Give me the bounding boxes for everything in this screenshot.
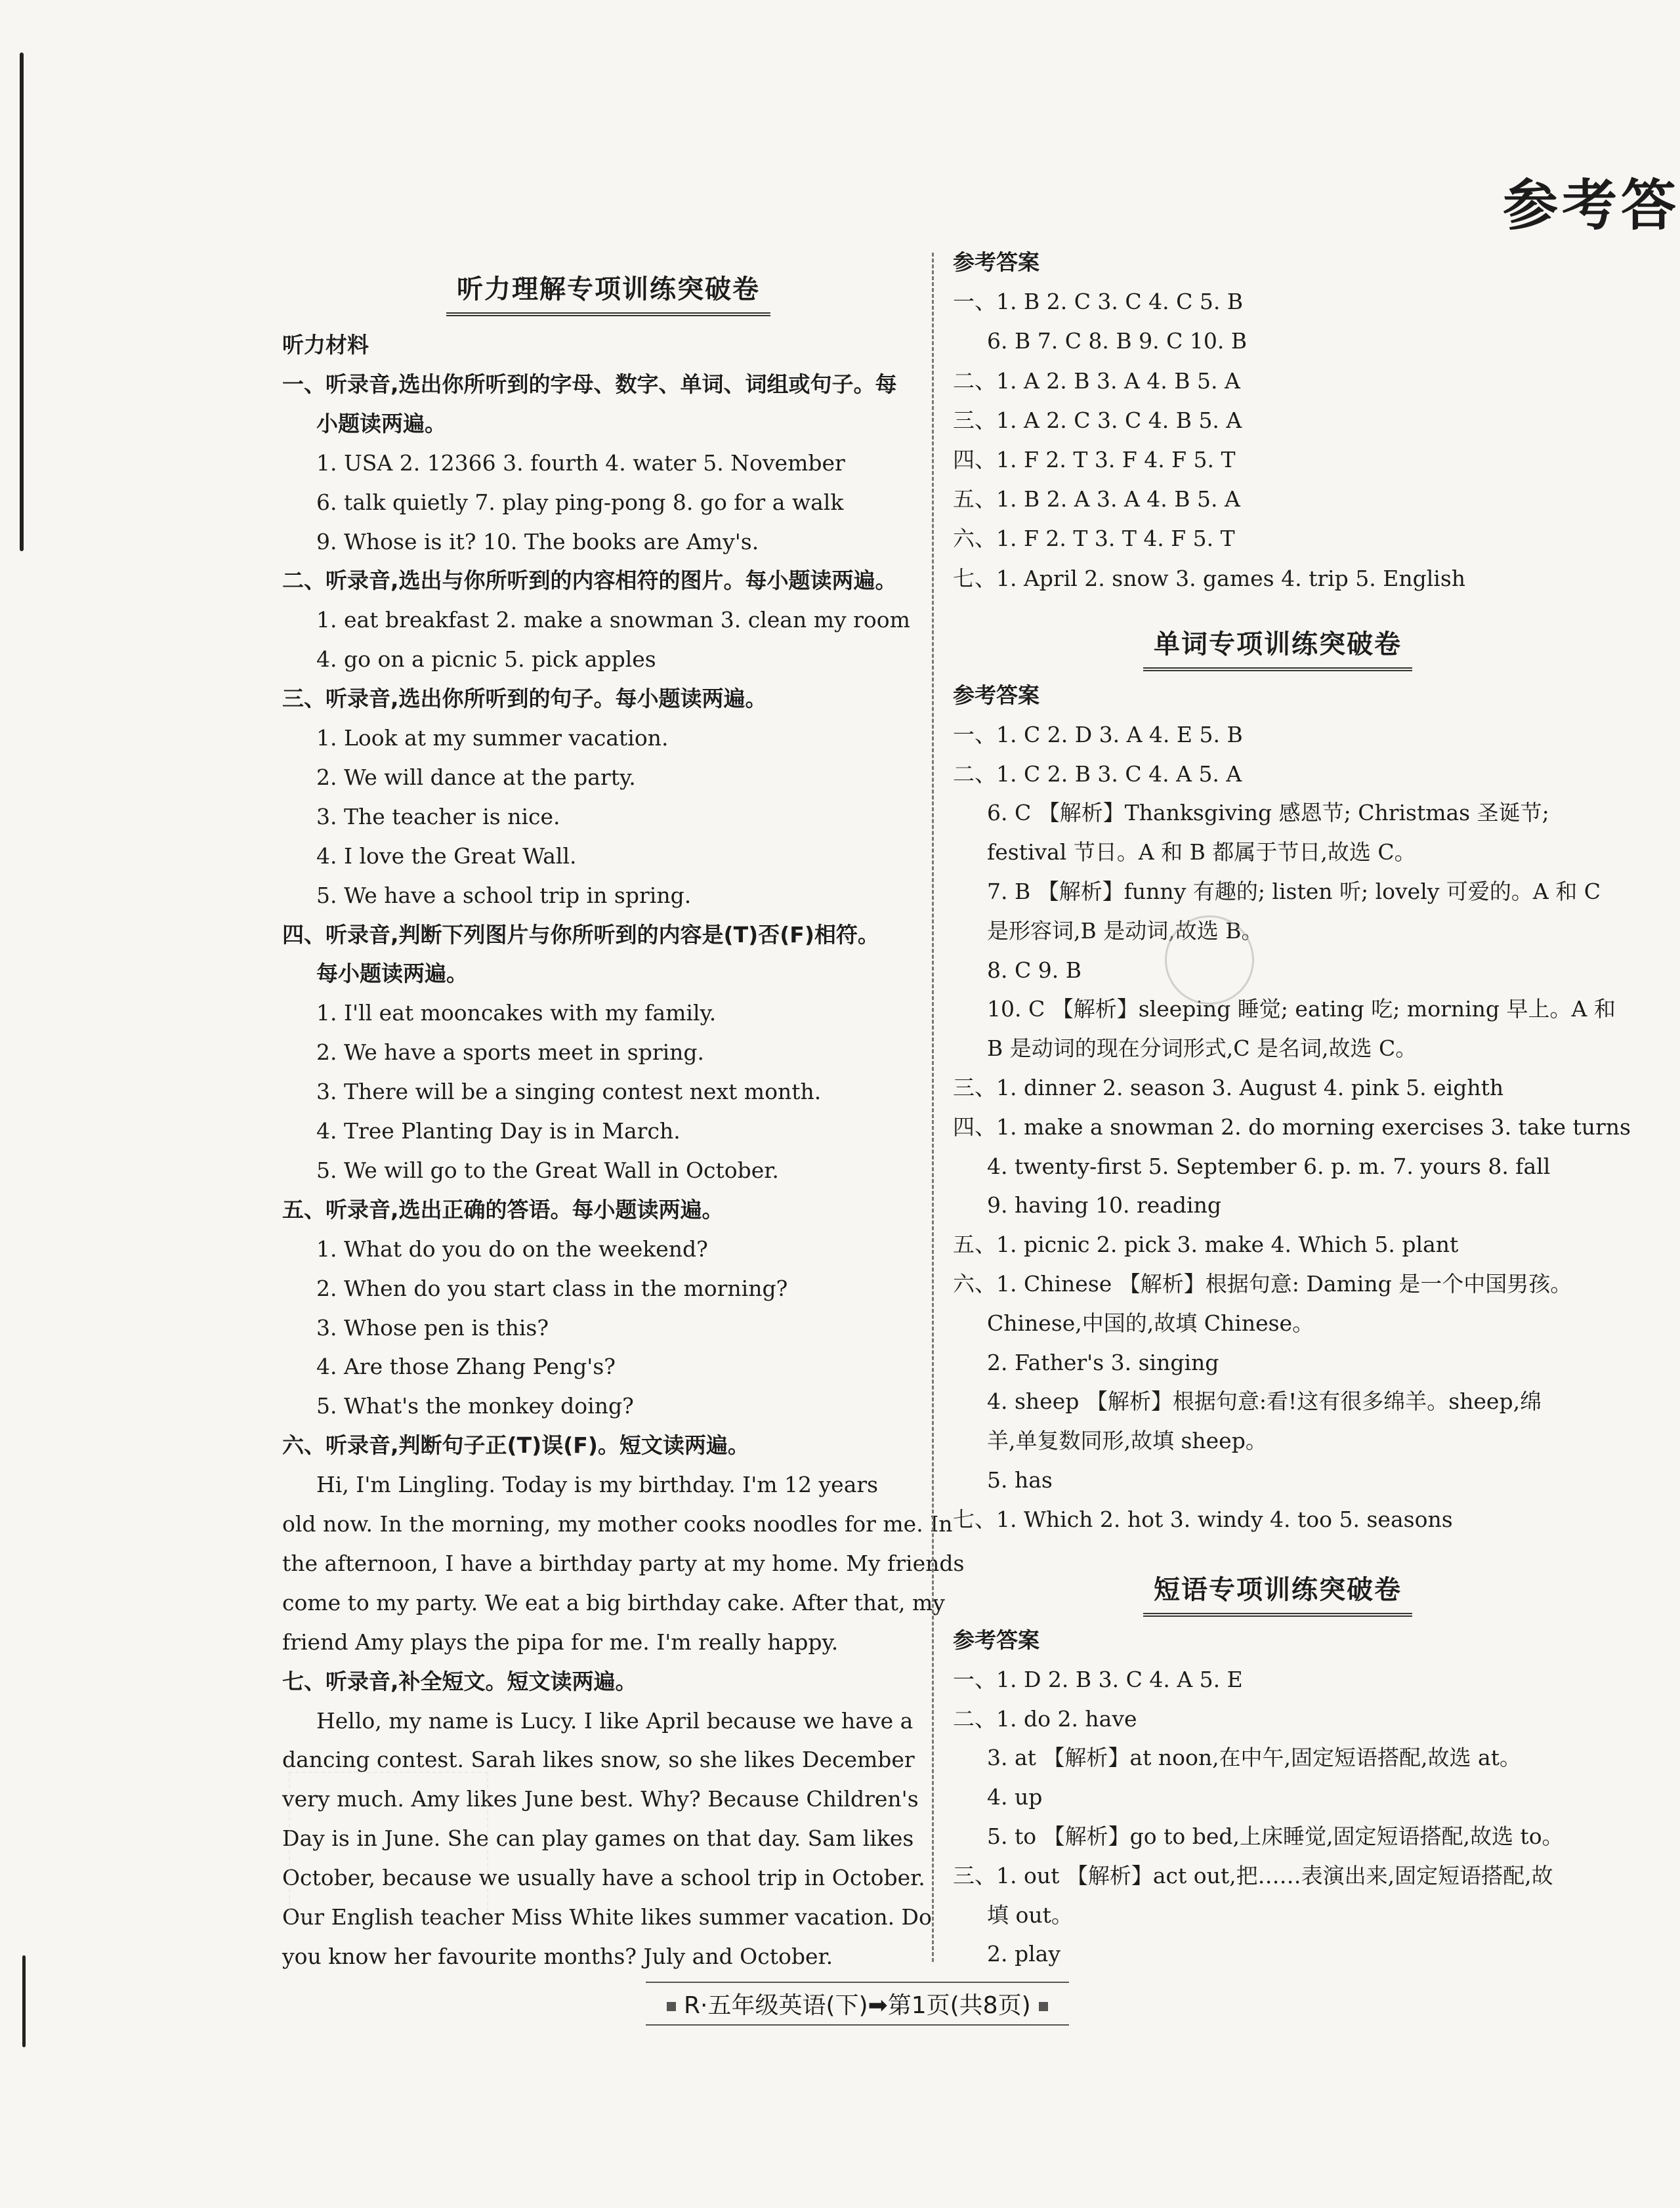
stamp-seal (1165, 915, 1254, 1005)
text-line: 一、1. D 2. B 3. C 4. A 5. E (953, 1666, 1243, 1692)
scan-edge-mark (22, 1955, 26, 2047)
text-line: 小题读两遍。 (316, 410, 446, 436)
text-line: 2. We have a sports meet in spring. (316, 1039, 705, 1066)
text-line: Hello, my name is Lucy. I like April because we have a (316, 1707, 914, 1734)
text-line: dancing contest. Sarah likes snow, so she likes December (282, 1747, 915, 1773)
text-line: 五、1. B 2. A 3. A 4. B 5. A (953, 486, 1240, 512)
text-line: 一、听录音,选出你所听到的字母、数字、单词、词组或句子。每 (282, 371, 897, 397)
text-line: 一、1. B 2. C 3. C 4. C 5. B (953, 289, 1244, 315)
text-line: October, because we usually have a school trip in October. (282, 1865, 925, 1891)
scan-edge-mark (20, 52, 24, 551)
text-line: 二、1. do 2. have (953, 1705, 1137, 1732)
text-line: 1. Look at my summer vacation. (316, 725, 669, 751)
text-line: 9. Whose is it? 10. The books are Amy's. (316, 528, 759, 554)
square-icon (1039, 2002, 1048, 2011)
square-icon (667, 2002, 676, 2011)
section-title-listening: 听力理解专项训练突破卷 (446, 266, 770, 316)
text-line: 5. What's the monkey doing? (316, 1393, 634, 1419)
text-line: 2. When do you start class in the morning? (316, 1275, 788, 1301)
text-line: 5. We will go to the Great Wall in October. (316, 1157, 779, 1183)
text-line: 6. B 7. C 8. B 9. C 10. B (987, 328, 1248, 354)
text-line: 填 out。 (987, 1902, 1073, 1928)
text-line: 六、1. F 2. T 3. T 4. F 5. T (953, 526, 1235, 552)
text-line: 3. Whose pen is this? (316, 1314, 549, 1341)
text-line: Day is in June. She can play games on that day. Sam likes (282, 1825, 914, 1852)
text-line: 羊,单复数同形,故填 sheep。 (987, 1428, 1267, 1454)
text-line: 四、1. F 2. T 3. F 4. F 5. T (953, 447, 1236, 472)
text-line: 5. has (987, 1467, 1053, 1493)
text-line: 三、听录音,选出你所听到的句子。每小题读两遍。 (282, 686, 767, 712)
section-title-phrases: 短语专项训练突破卷 (1143, 1566, 1412, 1617)
text-line: old now. In the morning, my mother cooks noodles for me. In (282, 1511, 953, 1537)
text-line: 1. eat breakfast 2. make a snowman 3. clean my room (316, 607, 910, 633)
text-line: Hi, I'm Lingling. Today is my birthday. I'm 12 years (316, 1472, 879, 1498)
page-footer (646, 1982, 1069, 2026)
text-line: 七、1. Which 2. hot 3. windy 4. too 5. seasons (953, 1506, 1453, 1532)
text-line: 二、听录音,选出与你所听到的内容相符的图片。每小题读两遍。 (282, 568, 897, 594)
text-line: 4. twenty-first 5. September 6. p. m. 7. yours 8. fall (987, 1153, 1551, 1179)
text-line: 4. go on a picnic 5. pick apples (316, 646, 656, 673)
text-line: 3. The teacher is nice. (316, 803, 560, 829)
text-line: 听力材料 (282, 332, 369, 358)
text-line: 5. to 【解析】go to bed,上床睡觉,固定短语搭配,故选 to。 (987, 1823, 1564, 1849)
text-line: 二、1. C 2. B 3. C 4. A 5. A (953, 760, 1242, 787)
text-line: very much. Amy likes June best. Why? Because Children's (282, 1786, 919, 1812)
footer-text: R·五年级英语(下)➡第1页(共8页) (684, 1992, 1031, 2019)
text-line: 2. Father's 3. singing (987, 1349, 1219, 1375)
text-line: 1. I'll eat mooncakes with my family. (316, 1000, 717, 1026)
text-line: 4. up (987, 1784, 1043, 1810)
text-line: 三、1. dinner 2. season 3. August 4. pink 5. eighth (953, 1075, 1504, 1100)
text-line: friend Amy plays the pipa for me. I'm really happy. (282, 1629, 839, 1655)
text-line: 7. B 【解析】funny 有趣的; listen 听; lovely 可爱的。A 和 C (987, 879, 1601, 904)
text-line: 5. We have a school trip in spring. (316, 882, 692, 908)
text-line: 4. Tree Planting Day is in March. (316, 1118, 681, 1144)
text-line: 每小题读两遍。 (316, 961, 468, 987)
text-line: 2. play (987, 1941, 1060, 1967)
text-line: 三、1. A 2. C 3. C 4. B 5. A (953, 407, 1242, 433)
text-line: 参考答案 (953, 249, 1040, 275)
text-line: 六、听录音,判断句子正(T)误(F)。短文读两遍。 (282, 1432, 749, 1459)
text-line: 七、1. April 2. snow 3. games 4. trip 5. English (953, 565, 1466, 591)
text-line: Chinese,中国的,故填 Chinese。 (987, 1310, 1314, 1336)
text-line: 8. C 9. B (987, 957, 1082, 983)
text-line: the afternoon, I have a birthday party at my home. My friends (282, 1550, 965, 1576)
text-line: Our English teacher Miss White likes summer vacation. Do (282, 1904, 932, 1930)
watermark (289, 1772, 488, 1919)
text-line: 是形容词,B 是动词,故选 B。 (987, 917, 1263, 944)
text-line: 五、听录音,选出正确的答语。每小题读两遍。 (282, 1196, 724, 1222)
text-line: 1. What do you do on the weekend? (316, 1236, 708, 1262)
text-line: 参考答案 (953, 682, 1040, 708)
text-line: 五、1. picnic 2. pick 3. make 4. Which 5. plant (953, 1232, 1459, 1258)
text-line: 9. having 10. reading (987, 1192, 1221, 1219)
text-line: 3. There will be a singing contest next month. (316, 1079, 822, 1105)
text-line: 二、1. A 2. B 3. A 4. B 5. A (953, 367, 1240, 394)
text-line: 四、1. make a snowman 2. do morning exercises 3. take turns (953, 1114, 1631, 1140)
text-line: festival 节日。A 和 B 都属于节日,故选 C。 (987, 839, 1416, 865)
text-line: 七、听录音,补全短文。短文读两遍。 (282, 1668, 637, 1694)
text-line: 1. USA 2. 12366 3. fourth 4. water 5. November (316, 449, 845, 476)
text-line: 三、1. out 【解析】act out,把……表演出来,固定短语搭配,故 (953, 1862, 1553, 1888)
text-line: come to my party. We eat a big birthday cake. After that, my (282, 1589, 945, 1615)
text-line: you know her favourite months? July and October. (282, 1943, 833, 1969)
section-title-vocabulary: 单词专项训练突破卷 (1143, 621, 1412, 671)
text-line: 4. I love the Great Wall. (316, 843, 577, 869)
text-line: 3. at 【解析】at noon,在中午,固定短语搭配,故选 at。 (987, 1745, 1521, 1771)
text-line: 6. talk quietly 7. play ping-pong 8. go for a walk (316, 489, 844, 515)
text-line: 4. sheep 【解析】根据句意:看!这有很多绵羊。sheep,绵 (987, 1388, 1542, 1415)
text-line: 一、1. C 2. D 3. A 4. E 5. B (953, 721, 1243, 747)
text-line: 4. Are those Zhang Peng's? (316, 1354, 616, 1380)
text-line: 6. C 【解析】Thanksgiving 感恩节; Christmas 圣诞节; (987, 800, 1549, 826)
text-line: 参考答案 (953, 1627, 1040, 1653)
page-title: 参考答 (1503, 173, 1680, 238)
text-line: 10. C 【解析】sleeping 睡觉; eating 吃; morning 早上。A 和 (987, 996, 1616, 1022)
text-line: 四、听录音,判断下列图片与你所听到的内容是(T)否(F)相符。 (282, 921, 879, 948)
text-line: 六、1. Chinese 【解析】根据句意: Daming 是一个中国男孩。 (953, 1271, 1572, 1297)
text-line: 2. We will dance at the party. (316, 764, 636, 790)
text-line: B 是动词的现在分词形式,C 是名词,故选 C。 (987, 1035, 1418, 1062)
column-divider (932, 253, 934, 1962)
